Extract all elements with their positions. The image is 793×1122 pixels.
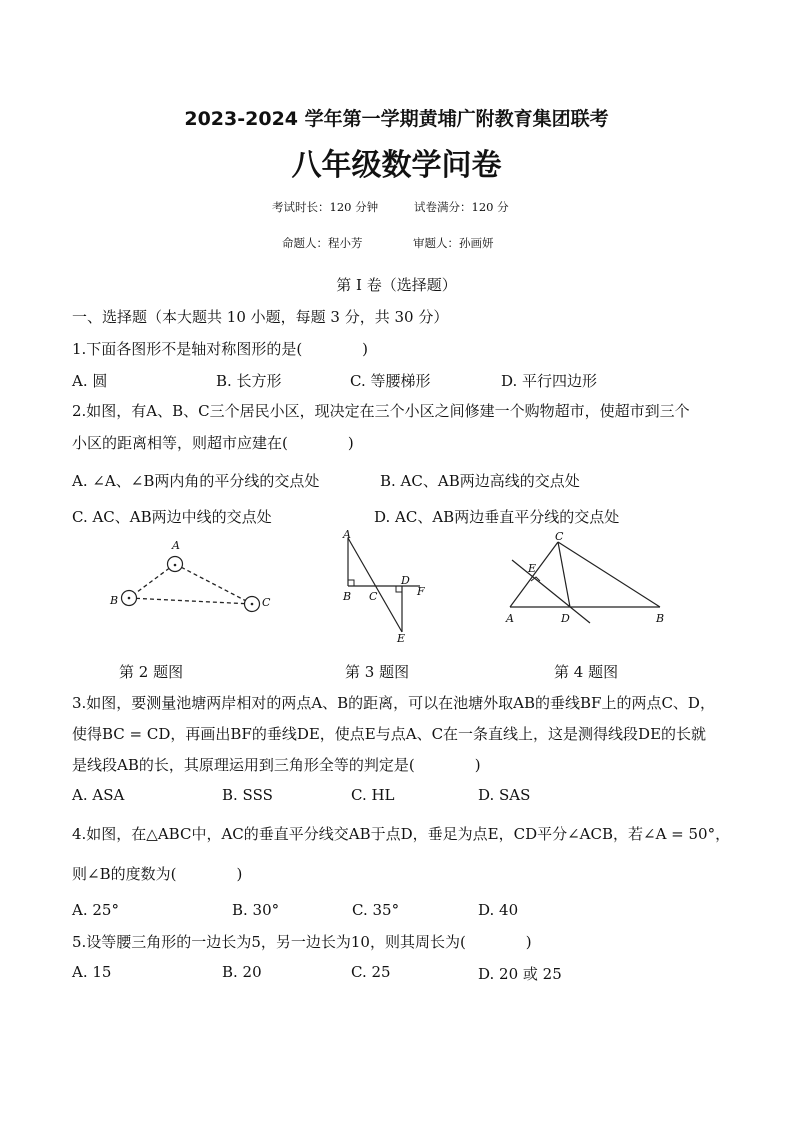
fig3-label-c: C xyxy=(369,590,378,603)
q2-option-b: B. AC、AB两边高线的交点处 xyxy=(380,472,580,490)
q1-option-a: A. 圆 xyxy=(72,372,108,390)
q3-option-b: B. SSS xyxy=(222,786,273,804)
fig2-label-c: C xyxy=(262,596,271,609)
question-3-line-1: 3.如图，要测量池塘两岸相对的两点A、B的距离，可以在池塘外取AB的垂线BF上的两点C、D， xyxy=(72,694,715,712)
fig4-side-cb xyxy=(558,542,660,607)
fig4-label-d: D xyxy=(561,612,570,625)
question-1-text: 1.下面各图形不是轴对称图形的是( ) xyxy=(72,340,369,358)
fig2-label-a: A xyxy=(172,539,180,552)
question-3-line-2: 使得BC = CD，再画出BF的垂线DE，使点E与点A、C在一条直线上，这是测得线段DE的长就 xyxy=(72,725,707,743)
fig3-label-b: B xyxy=(343,590,352,603)
section-title: 第 I 卷（选择题） xyxy=(336,276,457,294)
q3-option-c: C. HL xyxy=(351,786,395,804)
fig2-segment-ab xyxy=(129,564,175,598)
q5-option-c: C. 25 xyxy=(351,963,391,981)
figure-3-caption: 第 3 题图 xyxy=(345,663,410,681)
fig3-right-angle-b xyxy=(348,580,354,586)
q4-option-c: C. 35° xyxy=(352,901,400,919)
question-3-line-3: 是线段AB的长，其原理运用到三角形全等的判定是( ) xyxy=(72,756,481,774)
question-setter: 命题人：程小芳 xyxy=(282,236,363,250)
question-4-line-1: 4.如图，在△ABC中，AC的垂直平分线交AB于点D，垂足为点E，CD平分∠ACB，若∠A = 50°， xyxy=(72,825,731,843)
q4-option-b: B. 30° xyxy=(232,901,280,919)
q2-option-c: C. AC、AB两边中线的交点处 xyxy=(72,508,272,526)
fig3-line-ae xyxy=(348,538,402,632)
q1-option-c: C. 等腰梯形 xyxy=(350,372,431,390)
section-heading: 一、选择题（本大题共 10 小题，每题 3 分，共 30 分） xyxy=(72,308,449,326)
q4-option-d: D. 40 xyxy=(478,901,519,919)
figure-4-caption: 第 4 题图 xyxy=(554,663,619,681)
fig4-segment-cd xyxy=(558,542,570,607)
figure-4 xyxy=(498,530,678,630)
fig4-perpendicular-bisector xyxy=(512,560,590,623)
fig2-label-b: B xyxy=(110,594,119,607)
q3-option-d: D. SAS xyxy=(478,786,531,804)
exam-title: 2023-2024 学年第一学期黄埔广附教育集团联考 xyxy=(184,108,609,130)
full-score: 试卷满分：120 分 xyxy=(414,200,509,214)
question-5-text: 5.设等腰三角形的一边长为5，另一边长为10，则其周长为( ) xyxy=(72,933,532,951)
fig4-label-b: B xyxy=(656,612,665,625)
exam-subtitle: 八年级数学问卷 xyxy=(291,148,502,183)
q2-option-d: D. AC、AB两边垂直平分线的交点处 xyxy=(374,508,620,526)
fig3-label-a: A xyxy=(343,528,351,541)
question-2-line-2: 小区的距离相等，则超市应建在( ) xyxy=(72,434,354,452)
question-4-line-2: 则∠B的度数为( ) xyxy=(72,865,243,883)
fig4-label-a: A xyxy=(506,612,514,625)
figure-2 xyxy=(100,532,290,622)
fig3-label-f: F xyxy=(417,585,425,598)
q3-option-a: A. ASA xyxy=(72,786,125,804)
q1-option-d: D. 平行四边形 xyxy=(501,372,598,390)
fig3-label-d: D xyxy=(401,574,410,587)
q1-option-b: B. 长方形 xyxy=(216,372,282,390)
q2-option-a: A. ∠A、∠B两内角的平分线的交点处 xyxy=(72,472,320,490)
figure-2-caption: 第 2 题图 xyxy=(119,663,184,681)
fig2-segment-bc xyxy=(129,598,252,604)
fig2-segment-ac xyxy=(175,564,252,604)
q5-option-a: A. 15 xyxy=(72,963,112,981)
q5-option-d: D. 20 或 25 xyxy=(478,965,562,983)
question-2-line-1: 2.如图，有A、B、C三个居民小区，现决定在三个小区之间修建一个购物超市，使超市到三个 xyxy=(72,402,690,420)
question-reviewer: 审题人：孙画妍 xyxy=(413,236,494,250)
fig4-label-e: E xyxy=(528,562,537,575)
fig4-label-c: C xyxy=(555,530,564,543)
q5-option-b: B. 20 xyxy=(222,963,262,981)
q4-option-a: A. 25° xyxy=(72,901,119,919)
exam-duration: 考试时长：120 分钟 xyxy=(272,200,379,214)
figure-3 xyxy=(330,528,440,646)
fig3-label-e: E xyxy=(397,632,406,645)
